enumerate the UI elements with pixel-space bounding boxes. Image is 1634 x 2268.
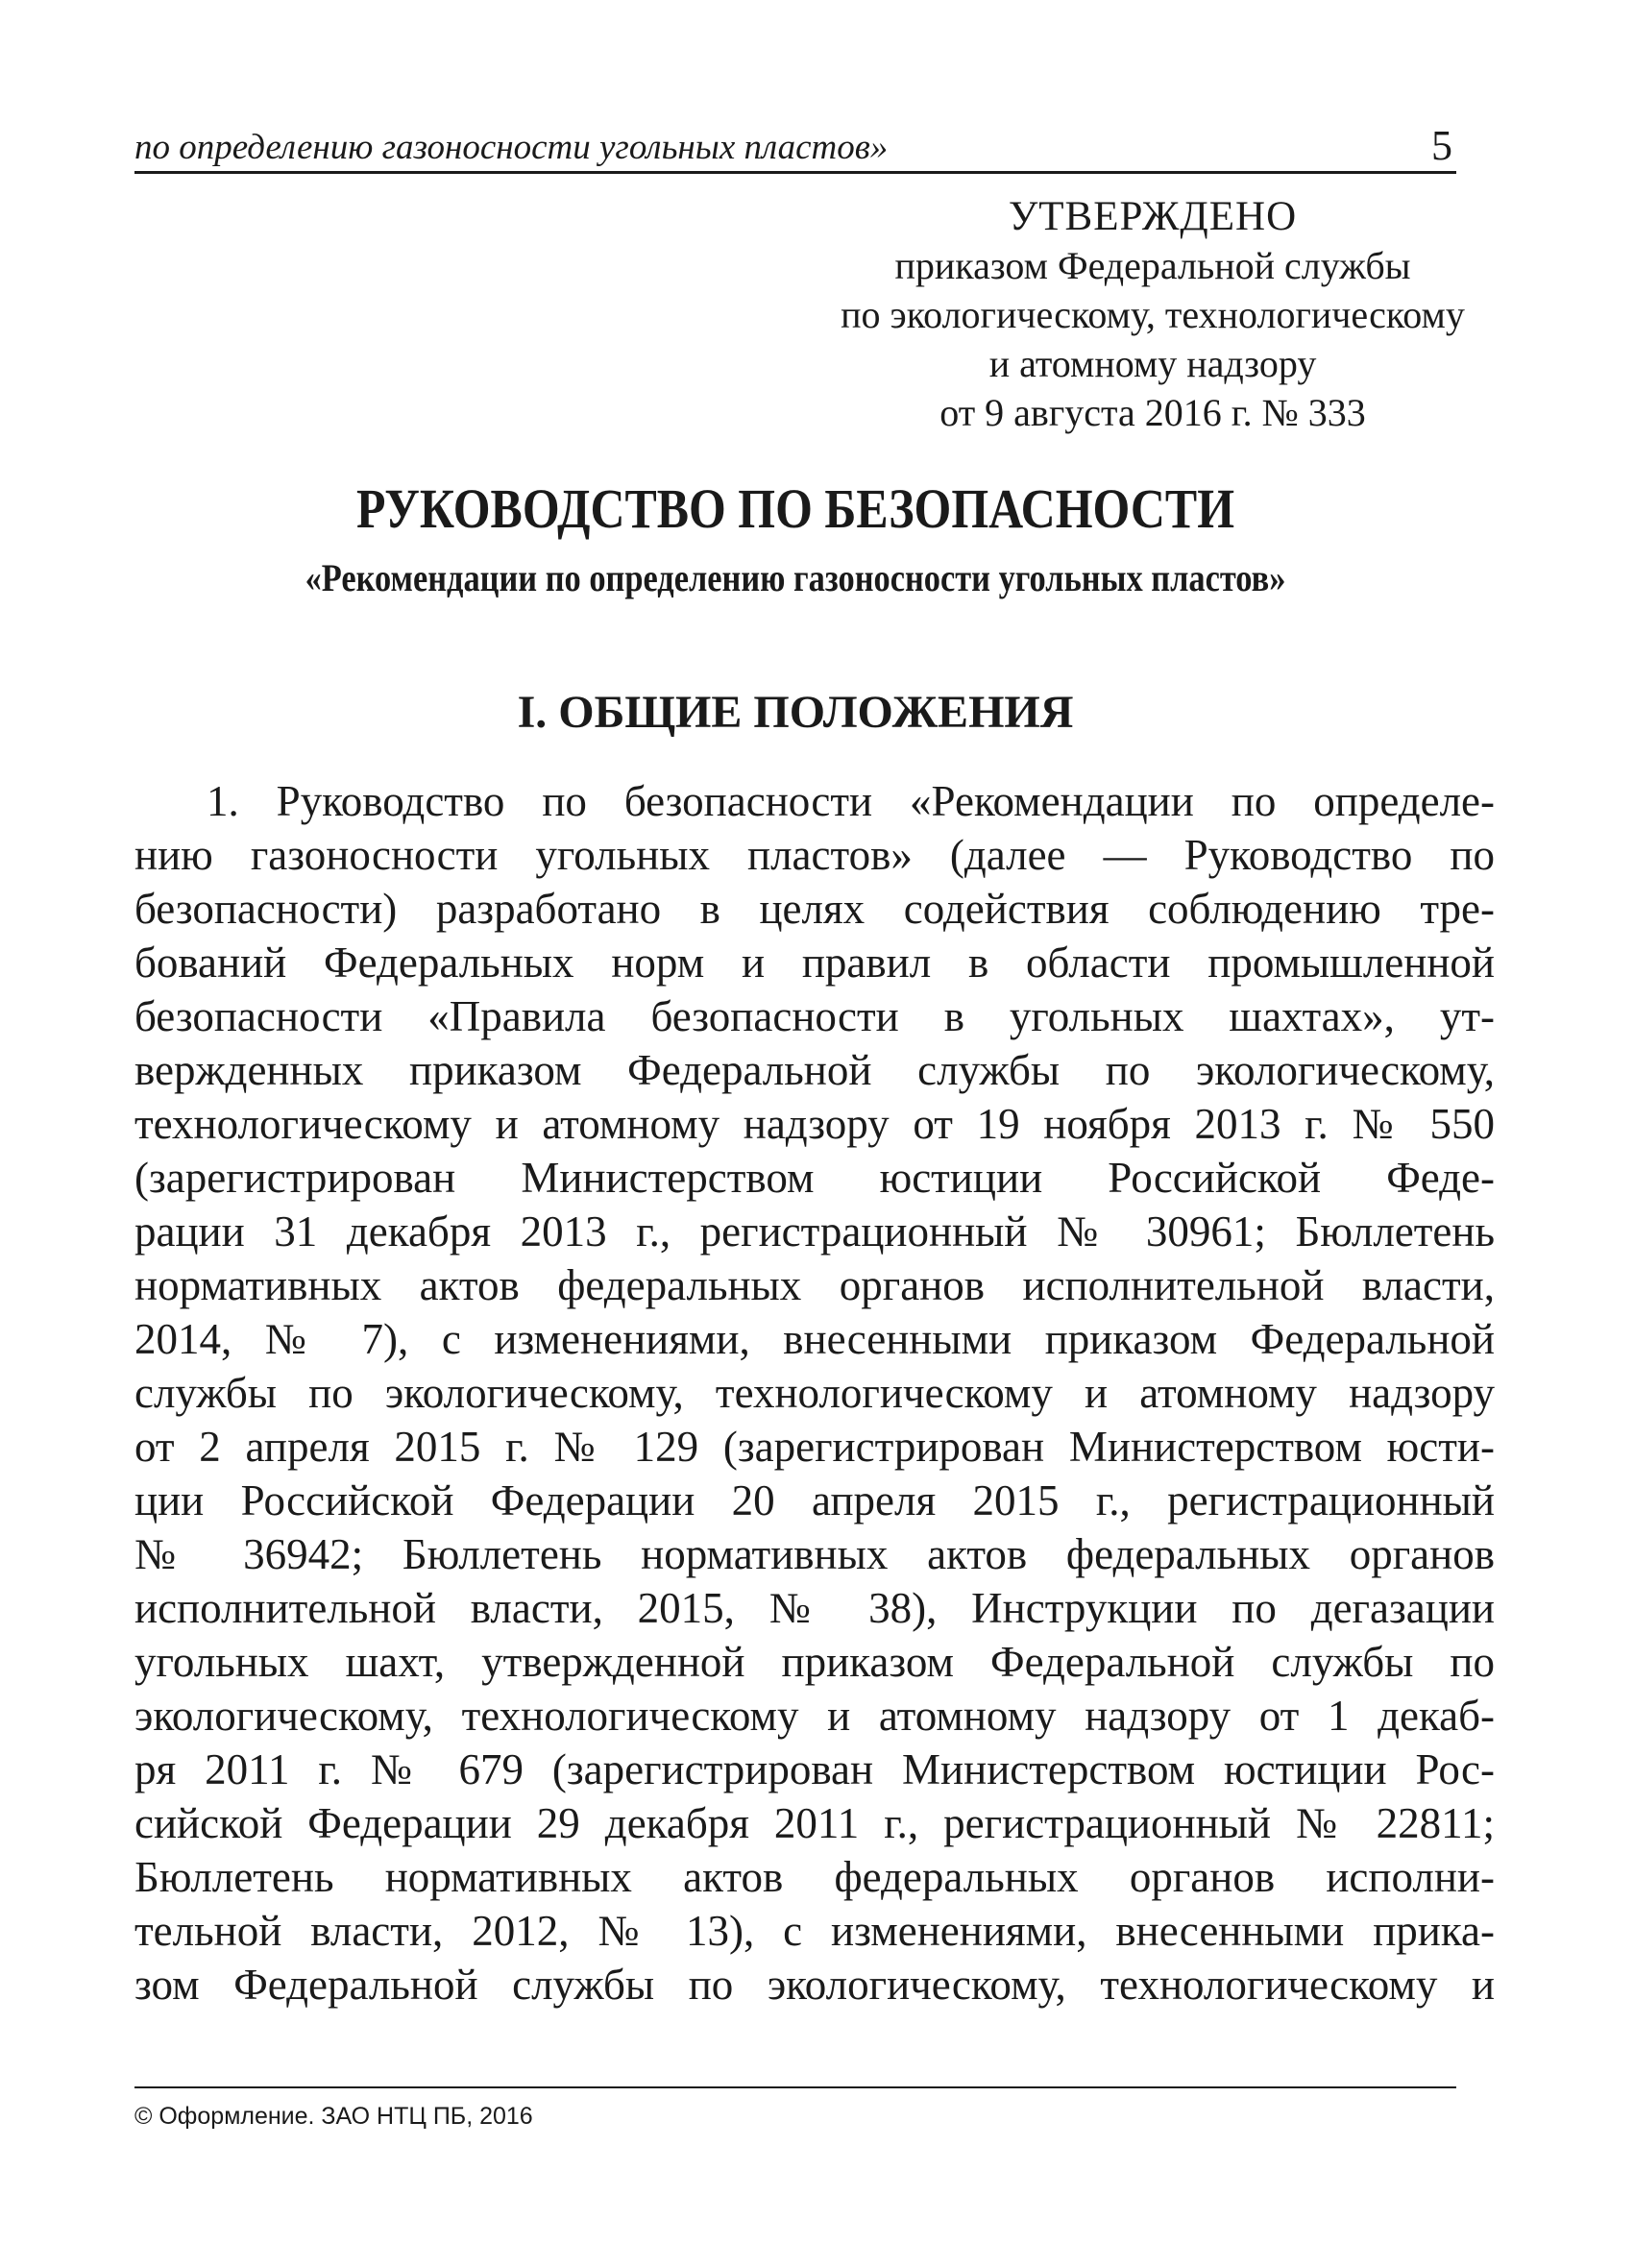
paragraph-line: безопасности) разработано в целях содействия соблюдению тре-: [134, 885, 1495, 933]
paragraph-line: зом Федеральной службы по экологическому, технологическому и: [134, 1961, 1495, 2009]
section-heading: I. ОБЩИЕ ПОЛОЖЕНИЯ: [517, 687, 1074, 738]
document-subtitle: «Рекомендации по определению газоносности угольных пластов»: [305, 556, 1286, 599]
paragraph-line: исполнительной власти, 2015, № 38), Инструкции по дегазации: [134, 1584, 1495, 1632]
approval-line: по экологическому, технологическому: [841, 293, 1465, 336]
paragraph-line: 2014, № 7), с изменениями, внесенными приказом Федеральной: [134, 1315, 1495, 1363]
paragraph-line: ря 2011 г. № 679 (зарегистрирован Министерством юстиции Рос-: [134, 1745, 1495, 1793]
paragraph-line: Бюллетень нормативных актов федеральных органов исполни-: [134, 1853, 1495, 1901]
approval-block: [788, 192, 1518, 437]
paragraph-line: нормативных актов федеральных органов исполнительной власти,: [134, 1261, 1495, 1309]
running-header: [134, 123, 1456, 174]
paragraph-line: тельной власти, 2012, № 13), с изменениями, внесенными прика-: [134, 1907, 1495, 1955]
document-title: РУКОВОДСТВО ПО БЕЗОПАСНОСТИ: [356, 477, 1234, 540]
paragraph-line: службы по экологическому, технологическому и атомному надзору: [134, 1369, 1495, 1417]
paragraph-line: угольных шахт, утвержденной приказом Федеральной службы по: [134, 1638, 1495, 1686]
paragraph-line: технологическому и атомному надзору от 19 ноября 2013 г. № 550: [134, 1100, 1495, 1148]
paragraph-line: вержденных приказом Федеральной службы по экологическому,: [134, 1046, 1495, 1094]
paragraph-1: [134, 774, 1495, 2012]
paragraph-line: (зарегистрирован Министерством юстиции Российской Феде-: [134, 1154, 1495, 1202]
approval-line: и атомному надзору: [988, 342, 1317, 385]
paragraph-line: экологическому, технологическому и атомному надзору от 1 декаб-: [134, 1692, 1495, 1740]
paragraph-line: безопасности «Правила безопасности в угольных шахтах», ут-: [134, 992, 1495, 1040]
paragraph-line: бований Федеральных норм и правил в области промышленной: [134, 939, 1495, 987]
paragraph-line: ции Российской Федерации 20 апреля 2015 г., регистрационный: [134, 1476, 1495, 1524]
footer-divider: [134, 2086, 1456, 2088]
paragraph-line: сийской Федерации 29 декабря 2011 г., регистрационный № 22811;: [134, 1799, 1495, 1847]
running-header-title: по определению газоносности угольных пластов»: [134, 128, 889, 167]
paragraph-line: рации 31 декабря 2013 г., регистрационный № 30961; Бюллетень: [134, 1207, 1495, 1256]
paragraph-line: нию газоносности угольных пластов» (далее — Руководство по: [134, 831, 1495, 879]
paragraph-line: от 2 апреля 2015 г. № 129 (зарегистрирован Министерством юсти-: [134, 1423, 1495, 1471]
approval-heading: УТВЕРЖДЕНО: [1008, 194, 1298, 239]
approval-line: от 9 августа 2016 г. № 333: [939, 391, 1366, 434]
approval-line: приказом Федеральной службы: [894, 244, 1411, 287]
page-number: 5: [1431, 122, 1452, 169]
paragraph-line: 1. Руководство по безопасности «Рекомендации по определе-: [207, 777, 1495, 825]
paragraph-line: № 36942; Бюллетень нормативных актов федеральных органов: [134, 1530, 1495, 1578]
footer-copyright: © Оформление. ЗАО НТЦ ПБ, 2016: [134, 2103, 533, 2130]
